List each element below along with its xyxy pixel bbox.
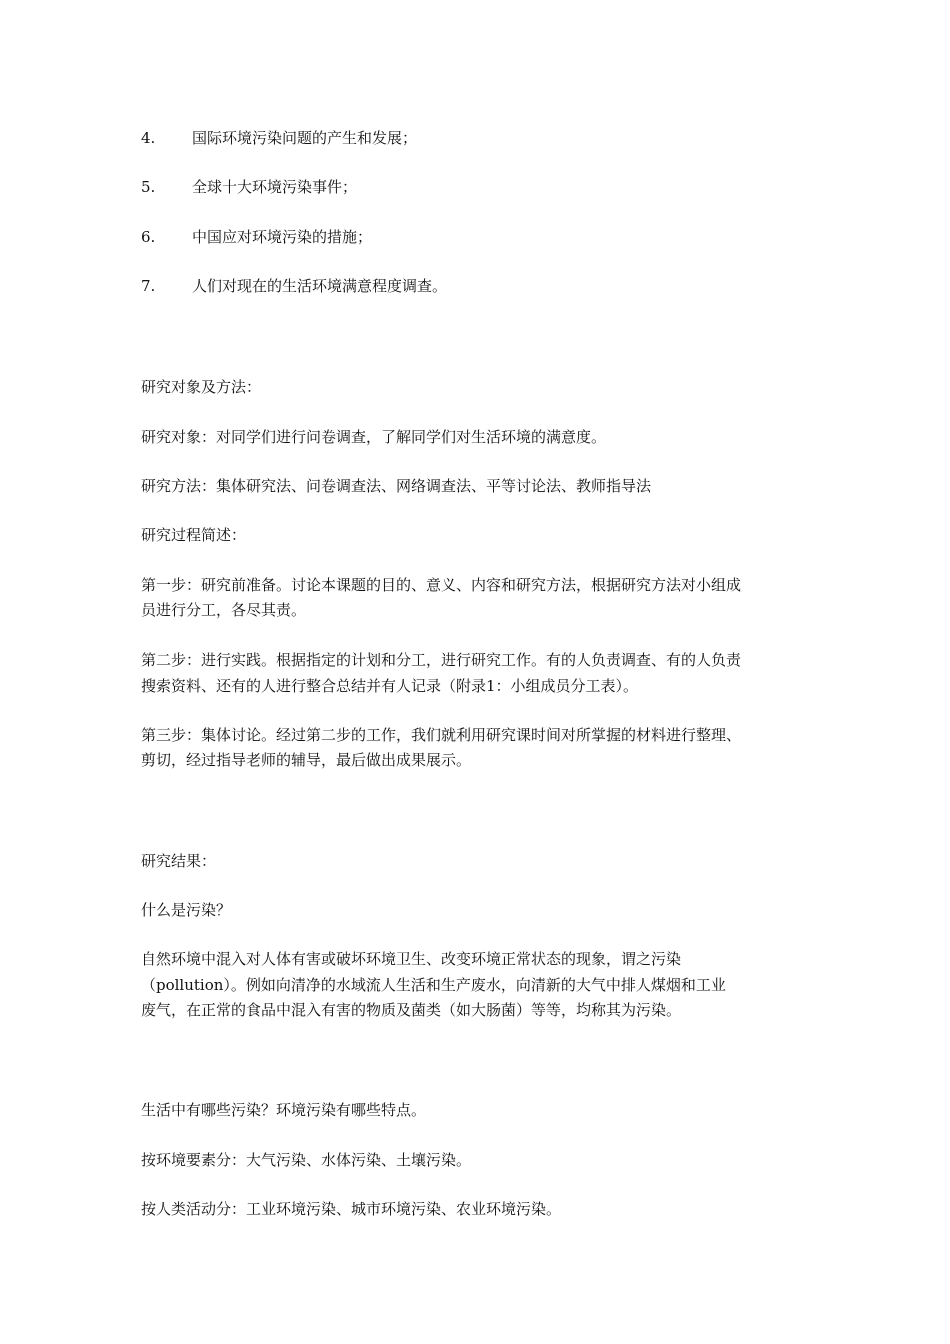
list-text: 国际环境污染问题的产生和发展； [192, 129, 418, 147]
step2-line2: 搜索资料、还有的人进行整合总结并有人记录（附录1：小组成员分工表）。 [141, 677, 639, 695]
research-methods-text: 研究方法：集体研究法、问卷调查法、网络调查法、平等讨论法、教师指导法 [141, 477, 652, 495]
classification-by-element: 按环境要素分：大气污染、水体污染、土壤污染。 [141, 1151, 472, 1169]
definition-line1: 自然环境中混入对人体有害或破坏环境卫生、改变环境正常状态的现象，谓之污染 [141, 950, 682, 968]
question-pollution-types: 生活中有哪些污染？环境污染有哪些特点。 [141, 1101, 427, 1119]
list-item [141, 125, 821, 151]
step1-line1: 第一步：研究前准备。讨论本课题的目的、意义、内容和研究方法，根据研究方法对小组成 [141, 576, 742, 594]
list-item [141, 174, 821, 200]
step1-line2: 员进行分工，各尽其责。 [141, 601, 307, 619]
definition-line2: （pollution）。例如向清净的水域流人生活和生产废水，向清新的大气中排人煤烟和工业 [141, 976, 726, 994]
section-heading-objects: 研究对象及方法： [141, 378, 262, 396]
list-number: 7. [141, 277, 156, 295]
question-what-is-pollution: 什么是污染？ [141, 901, 232, 919]
list-text: 中国应对环境污染的措施； [192, 228, 373, 246]
list-text: 全球十大环境污染事件； [192, 178, 358, 196]
list-number: 6. [141, 228, 156, 246]
section-heading-results: 研究结果： [141, 852, 217, 870]
research-object-text: 研究对象：对同学们进行问卷调查，了解同学们对生活环境的满意度。 [141, 428, 607, 446]
classification-by-activity: 按人类活动分：工业环境污染、城市环境污染、农业环境污染。 [141, 1200, 562, 1218]
step3-line2: 剪切，经过指导老师的辅导，最后做出成果展示。 [141, 751, 472, 769]
list-number: 5. [141, 178, 156, 196]
section-heading-process: 研究过程简述： [141, 526, 247, 544]
definition-line3: 废气，在正常的食品中混入有害的物质及菌类（如大肠菌）等等，均称其为污染。 [141, 1001, 682, 1019]
step3-line1: 第三步：集体讨论。经过第二步的工作，我们就利用研究课时间对所掌握的材料进行整理、 [141, 726, 742, 744]
list-item [141, 224, 821, 250]
list-number: 4. [141, 129, 156, 147]
list-item [141, 273, 821, 299]
list-text: 人们对现在的生活环境满意程度调查。 [192, 277, 448, 295]
step2-line1: 第二步：进行实践。根据指定的计划和分工，进行研究工作。有的人负责调查、有的人负责 [141, 651, 742, 669]
